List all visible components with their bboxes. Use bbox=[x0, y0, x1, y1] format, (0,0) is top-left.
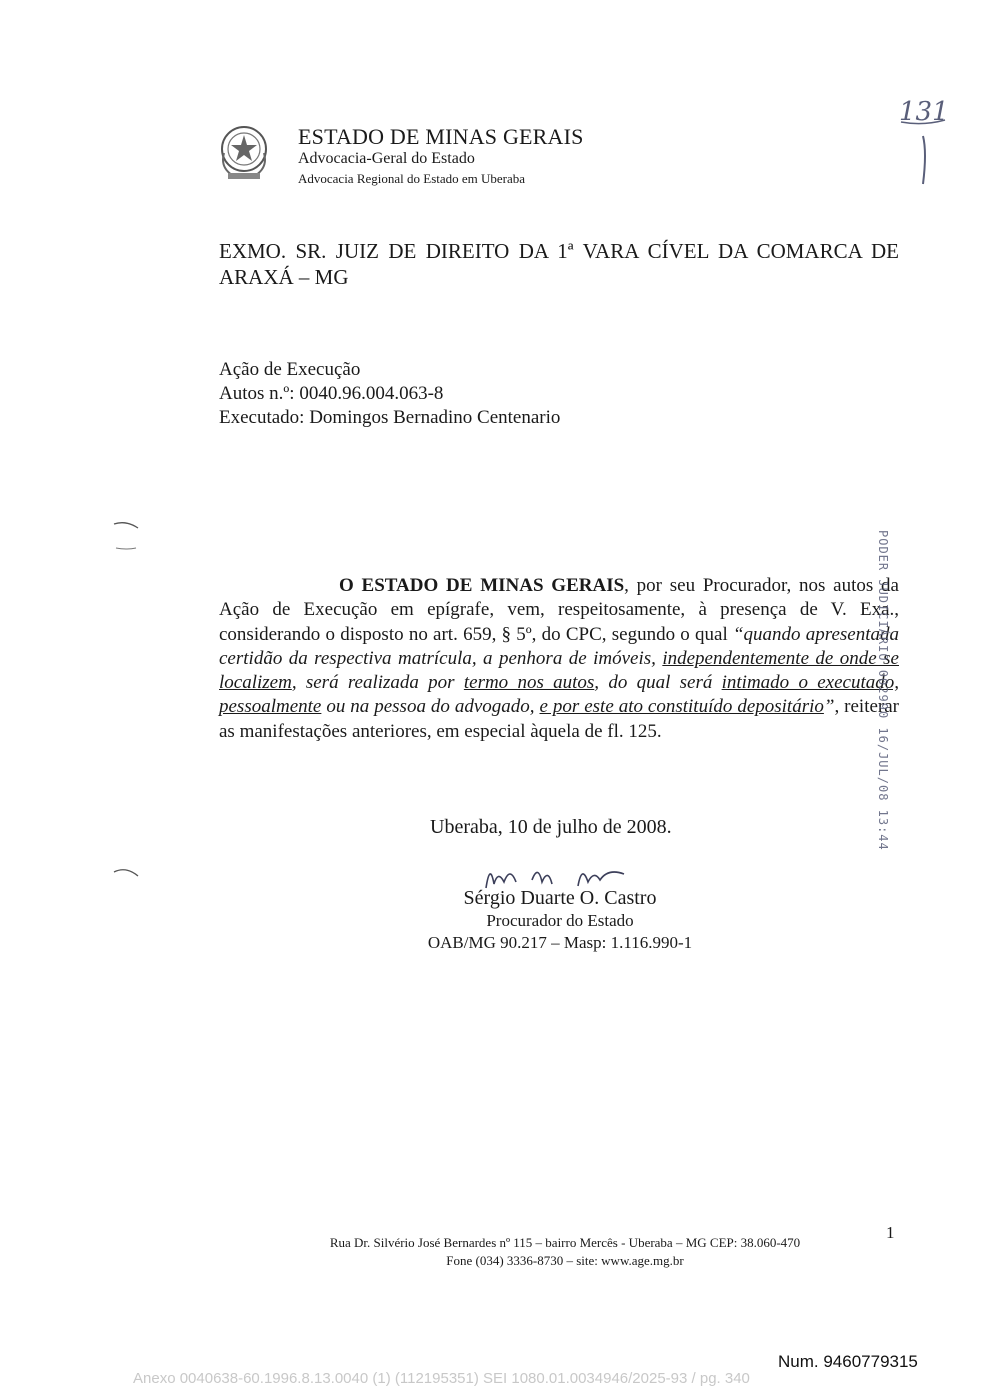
coat-of-arms-seal bbox=[218, 123, 270, 185]
quote-underline-2: termo nos autos bbox=[463, 672, 595, 694]
header-subtitle: Advocacia-Geral do Estado bbox=[298, 150, 475, 167]
date-line: Uberaba, 10 de julho de 2008. bbox=[430, 816, 672, 838]
case-number: Autos n.º: 0040.96.004.063-8 bbox=[219, 383, 444, 404]
quote-part-c: , do qual será bbox=[594, 672, 722, 694]
handwritten-folio-number bbox=[893, 92, 953, 192]
footer-contact: Fone (034) 3336-8730 – site: www.age.mg.br bbox=[446, 1253, 684, 1268]
quote-close: ” bbox=[823, 696, 835, 718]
signer-role: Procurador do Estado bbox=[486, 911, 634, 930]
addressee: EXMO. SR. JUIZ DE DIREITO DA 1ª VARA CÍVEL DA COMARCA DE ARAXÁ – MG bbox=[219, 239, 899, 289]
case-defendant: Executado: Domingos Bernadino Centenario bbox=[219, 407, 561, 428]
footer bbox=[240, 1234, 890, 1270]
quote-underline-4: e por este ato constituído depositário bbox=[539, 696, 824, 718]
quote-part-a: “quando apresentada certidão da respectiva matrícula, a penhora de imóveis, bbox=[219, 623, 900, 669]
page-number: 1 bbox=[886, 1223, 895, 1242]
quote-underline-3: intimado o executado, pessoalmente bbox=[219, 672, 899, 718]
body-part2: , reiterar as manifestações anteriores, em especial àquela de fl. 125. bbox=[219, 696, 900, 742]
header-regional: Advocacia Regional do Estado em Uberaba bbox=[298, 171, 526, 186]
case-info bbox=[219, 358, 560, 430]
header-title: ESTADO DE MINAS GERAIS bbox=[298, 124, 584, 149]
document-id: Num. 9460779315 bbox=[778, 1352, 918, 1371]
court-protocol-stamp: PODER JUDICIÁRIO 002990 16/JUL/08 13:44 bbox=[876, 530, 890, 851]
quote-underline-1: independentemente de onde se localizem bbox=[219, 647, 899, 694]
signer-name: Sérgio Duarte O. Castro bbox=[463, 887, 657, 909]
quote-part-b: , será realizada por bbox=[291, 672, 464, 694]
footer-address: Rua Dr. Silvério José Bernardes nº 115 – bairro Mercês - Uberaba – MG CEP: 38.060-470 bbox=[329, 1235, 801, 1250]
margin-hole-mark bbox=[112, 518, 142, 558]
body-lead: O ESTADO DE MINAS GERAIS bbox=[339, 575, 625, 596]
petition-body bbox=[219, 574, 899, 744]
annex-line: Anexo 0040638-60.1996.8.13.0040 (1) (112195351) SEI 1080.01.0034946/2025-93 / pg. 340 bbox=[133, 1370, 750, 1387]
signature-block bbox=[380, 887, 740, 954]
case-action: Ação de Execução bbox=[219, 359, 361, 380]
svg-text:131: 131 bbox=[899, 97, 949, 127]
signer-oab: OAB/MG 90.217 – Masp: 1.116.990-1 bbox=[427, 933, 693, 952]
body-part1: , por seu Procurador, nos autos da Ação de Execução em epígrafe, vem, respeitosamente, à presença de V. Exa., considerando o disposto no art. 659, § 5º, do CPC, segundo o qual bbox=[219, 575, 899, 645]
margin-hole-mark bbox=[112, 862, 142, 882]
quote-part-d: ou na pessoa do advogado, bbox=[321, 696, 540, 718]
